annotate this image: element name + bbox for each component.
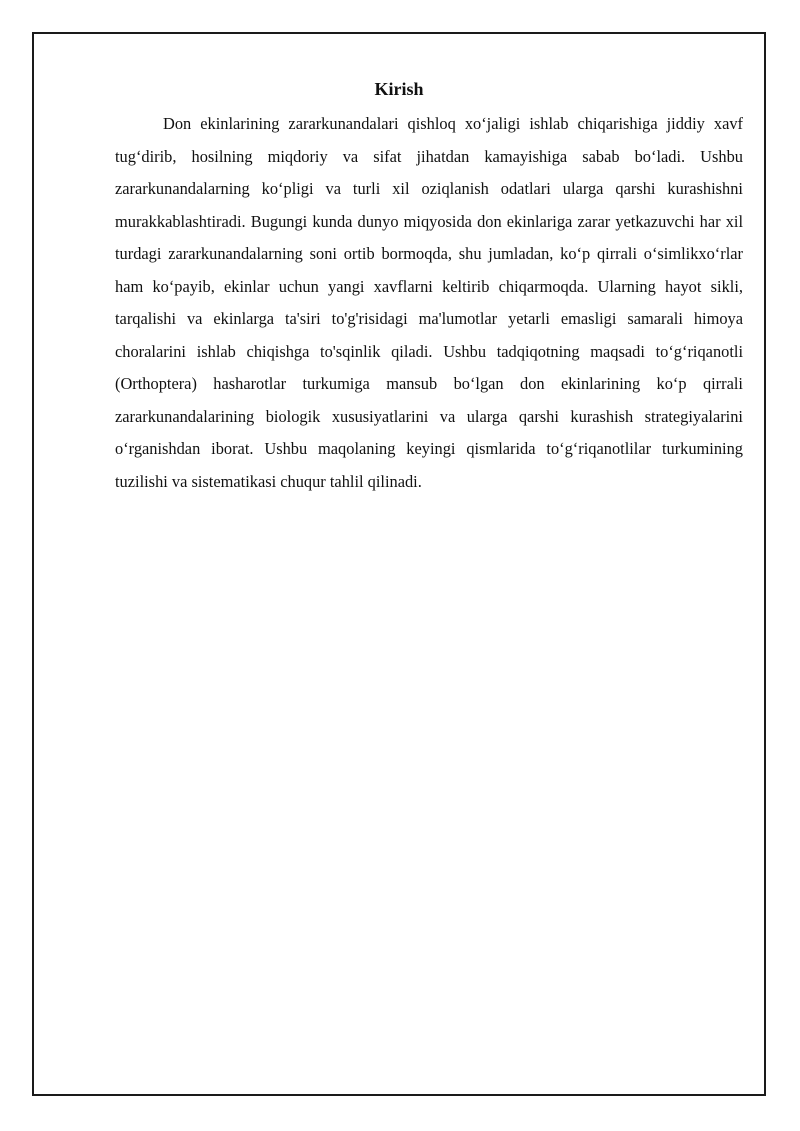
page-border — [32, 32, 766, 1096]
body-paragraph: Don ekinlarining zararkunandalari qishloq xo‘jaligi ishlab chiqarishiga jiddiy xavf tug‘dirib, hosilning miqdoriy va sifat jihatdan kamayishiga sabab bo‘ladi. Ushbu zararkunandalarning ko‘pligi va turli xil oziqlanish odatlari ularga qarshi kurashishni murakkablashtiradi. Bugungi kunda dunyo miqyosida don ekinlariga zarar yetkazuvchi har xil turdagi zararkunandalarning soni ortib bormoqda, shu jumladan, ko‘p qirrali o‘simlikxo‘rlar ham ko‘payib, ekinlar uchun yangi xavflarni keltirib chiqarmoqda. Ularning hayot sikli, tarqalishi va ekinlarga ta'siri to'g'risidagi ma'lumotlar yetarli emasligi samarali himoya choralarini ishlab chiqishga to'sqinlik qiladi. Ushbu tadqiqotning maqsadi to‘g‘riqanotli (Orthoptera) hasharotlar turkumiga mansub bo‘lgan don ekinlarining ko‘p qirrali zararkunandalarining biologik xususiyatlarini va ularga qarshi kurashish strategiyalarini o‘rganishdan iborat. Ushbu maqolaning keyingi qismlarida to‘g‘riqanotlilar turkumining tuzilishi va sistematikasi chuqur tahlil qilinadi. — [115, 114, 743, 491]
page-title: Kirish — [374, 79, 424, 99]
